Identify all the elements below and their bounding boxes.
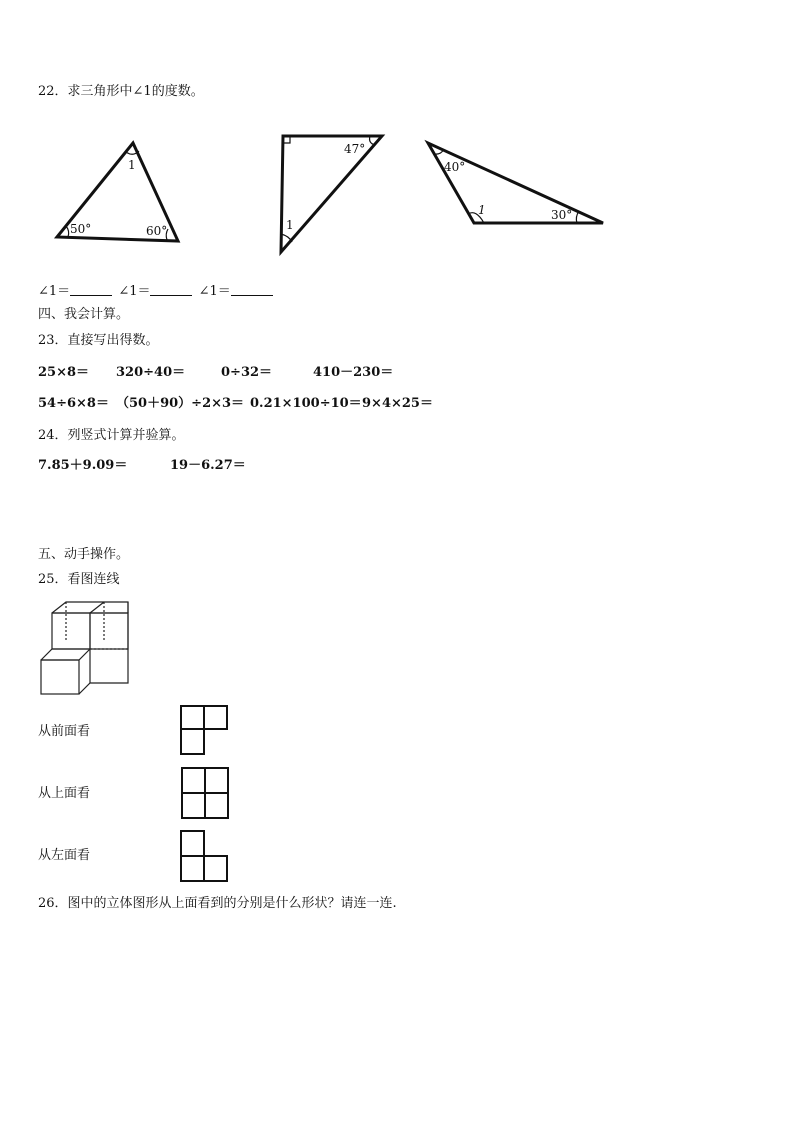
q23-r1-c4: 410－230＝	[313, 365, 394, 380]
q24-item-2: 19－6.27＝	[170, 458, 246, 473]
triangle-2-label-bottom: 1	[286, 218, 294, 232]
view-shape-b[interactable]	[182, 768, 228, 818]
view-left-label: 从左面看	[38, 848, 91, 863]
q23-r1-c2: 320÷40＝	[116, 365, 186, 380]
view-front-label: 从前面看	[38, 724, 91, 739]
q25-title: 25．看图连线	[38, 572, 120, 587]
q23-r1-c1: 25×8＝	[38, 365, 90, 380]
answer-3-label: ∠1＝	[198, 284, 231, 299]
q26-title: 26．图中的立体图形从上面看到的分别是什么形状？请连一连.	[38, 896, 397, 911]
view-top-label: 从上面看	[38, 786, 91, 801]
triangle-1-label-left: 50°	[70, 222, 92, 236]
q23-r1-c3: 0÷32＝	[221, 365, 273, 380]
section-4-title: 四、我会计算。	[38, 307, 130, 322]
answer-2-label: ∠1＝	[118, 284, 151, 299]
q23-r2-c2: （50＋90）÷2×3＝	[116, 396, 245, 411]
triangle-3-label-top: 40°	[444, 160, 466, 174]
q22-title: 22．求三角形中∠1的度数。	[38, 84, 204, 99]
triangle-2-label-top: 47°	[344, 142, 366, 156]
triangle-1-label-top: 1	[128, 158, 136, 172]
triangle-3-label-mid: 1	[478, 203, 486, 217]
q24-title: 24．列竖式计算并验算。	[38, 428, 185, 443]
q23-r2-c3: 0.21×100÷10＝	[250, 396, 362, 411]
view-shape-a[interactable]	[181, 706, 227, 754]
section-5-title: 五、动手操作。	[38, 547, 130, 562]
q23-r2-c4: 9×4×25＝	[362, 396, 433, 411]
triangle-1-label-right: 60°	[146, 224, 168, 238]
triangle-3-label-right: 30°	[551, 208, 573, 222]
view-shape-c[interactable]	[181, 831, 227, 881]
q24-item-1: 7.85＋9.09＝	[38, 458, 128, 473]
answer-1-label: ∠1＝	[38, 284, 71, 299]
q23-r2-c1: 54÷6×8＝	[38, 396, 109, 411]
q23-title: 23．直接写出得数。	[38, 333, 159, 348]
